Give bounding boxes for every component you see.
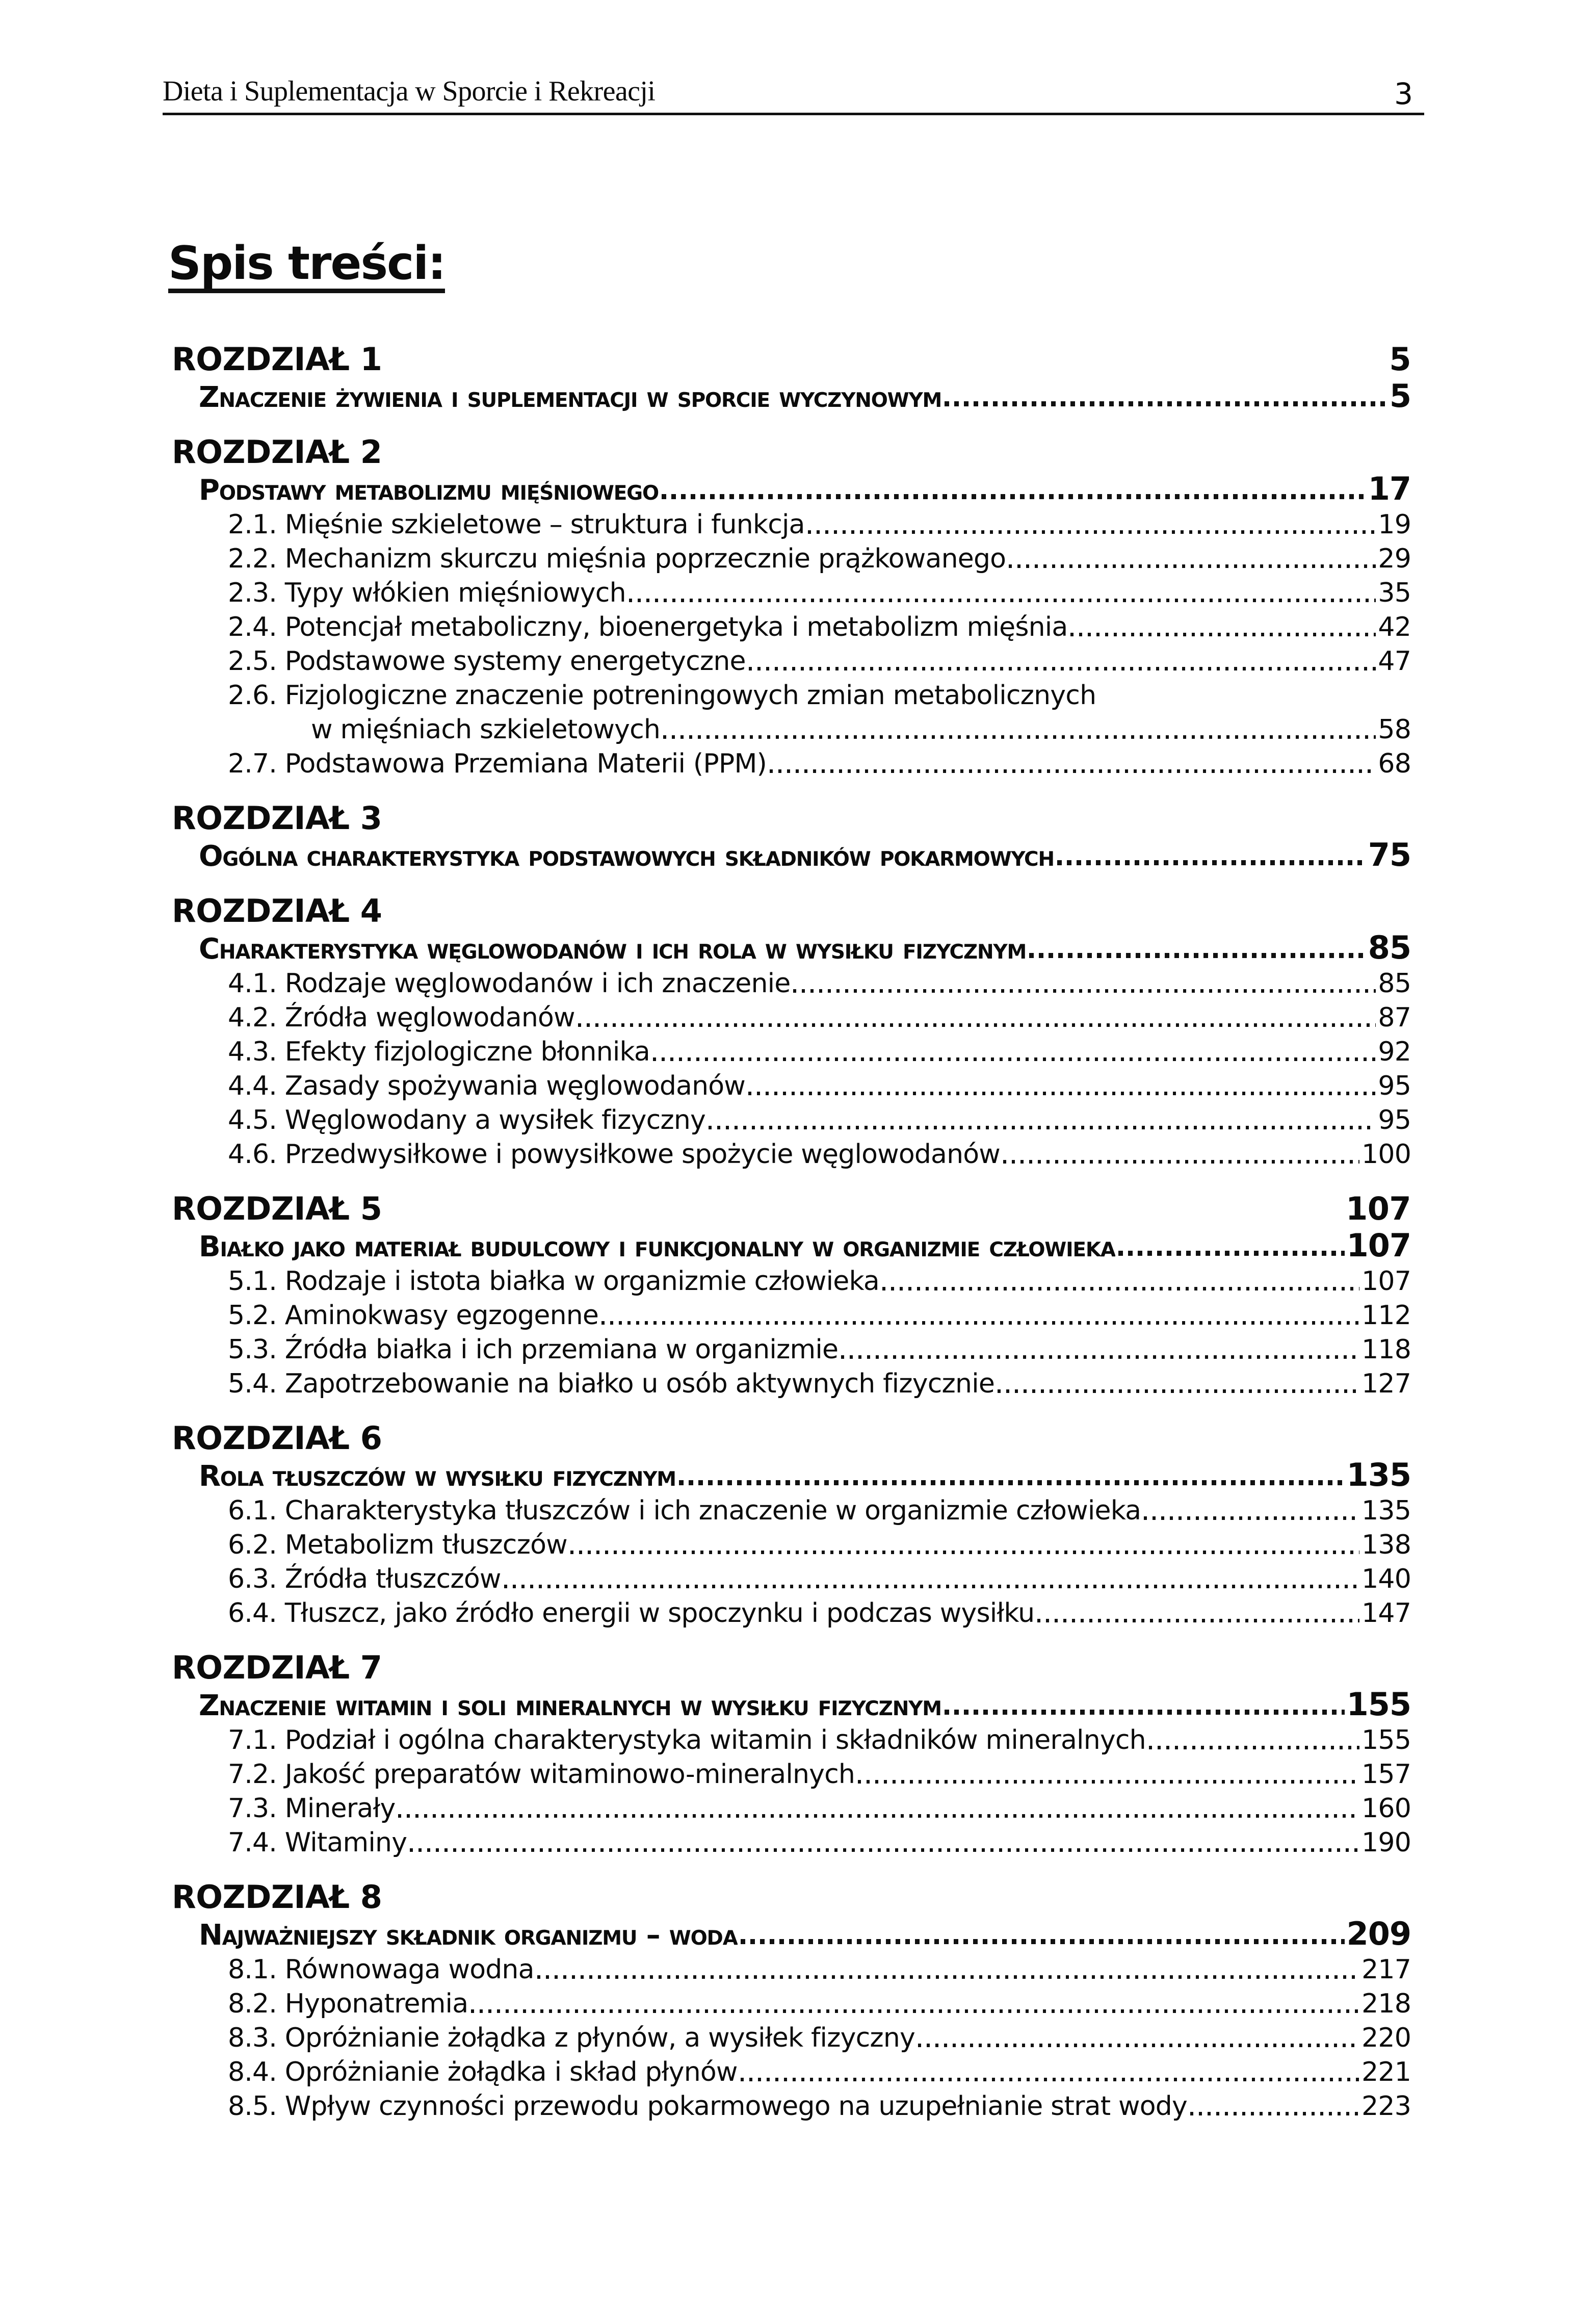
section-title: Rodzaje i istota białka w organizmie człowieka (284, 1266, 879, 1297)
section-number: 4.5. (228, 1105, 277, 1135)
dot-leader (1149, 1746, 1359, 1749)
dot-leader (749, 667, 1376, 670)
section-text (228, 1035, 650, 1069)
chapter-label-page: 107 (1346, 1190, 1411, 1227)
section-number: 2.5. (228, 646, 277, 677)
section-page: 100 (1361, 1139, 1411, 1170)
dot-leader (662, 494, 1366, 499)
section-title: Efekty fizjologiczne błonnika (284, 1037, 650, 1067)
section-page: 135 (1361, 1495, 1411, 1526)
section-page: 147 (1361, 1598, 1411, 1629)
dot-leader (1144, 1516, 1359, 1520)
section-entry[interactable] (172, 1001, 1411, 1035)
section-text (228, 1528, 567, 1562)
section-number: 7.2. (228, 1759, 277, 1790)
chapter-label-row[interactable] (172, 801, 1411, 836)
dot-leader (1190, 2112, 1359, 2115)
chapter-title: Charakterystyka węglowodanów i ich rola w wysiłku fizycznym (199, 933, 1027, 966)
section-text (228, 2089, 1187, 2124)
section-title: Równowaga wodna (284, 1954, 534, 1985)
chapter-title-page: 155 (1346, 1686, 1411, 1723)
chapter-title-page: 107 (1346, 1227, 1411, 1264)
toc-chapter (172, 1650, 1411, 1860)
section-number: 8.5. (228, 2091, 277, 2122)
section-entry[interactable] (172, 644, 1411, 679)
section-entry[interactable] (172, 1138, 1411, 1172)
dot-leader (1118, 1251, 1345, 1256)
section-number: 2.1. (228, 509, 277, 540)
section-text (228, 644, 746, 679)
toc-chapter (172, 1191, 1411, 1401)
section-number: 7.3. (228, 1793, 277, 1824)
section-entry[interactable] (172, 1562, 1411, 1596)
section-title: Tłuszcz, jako źródło energii w spoczynku i podczas wysiłku (284, 1598, 1035, 1629)
section-page: 127 (1361, 1368, 1411, 1399)
chapter-label: ROZDZIAŁ 2 (172, 433, 382, 471)
chapter-title-page: 135 (1346, 1456, 1411, 1493)
section-title: Witaminy (284, 1827, 407, 1858)
section-title: Węglowodany a wysiłek fizyczny (284, 1105, 706, 1135)
section-text (228, 1367, 994, 1401)
section-page: 87 (1378, 1002, 1411, 1033)
chapter-label: ROZDZIAŁ 6 (172, 1419, 382, 1457)
section-entry[interactable] (172, 508, 1411, 542)
section-text (228, 1138, 1000, 1172)
section-page: 29 (1378, 544, 1411, 574)
section-entry[interactable] (172, 1494, 1411, 1528)
dot-leader (471, 2009, 1359, 2013)
chapter-title: Rola tłuszczów w wysiłku fizycznym (199, 1460, 676, 1493)
section-page: 138 (1361, 1530, 1411, 1560)
chapter-label-row[interactable] (172, 342, 1411, 377)
section-number: 5.4. (228, 1368, 277, 1399)
section-entry[interactable] (172, 747, 1411, 781)
dot-leader (741, 2078, 1360, 2081)
chapter-label-row[interactable] (172, 1421, 1411, 1456)
section-text (228, 610, 1067, 644)
section-text (228, 508, 805, 542)
dot-leader (398, 1814, 1359, 1818)
section-page: 95 (1378, 1105, 1411, 1135)
chapter-title-page: 17 (1368, 470, 1411, 507)
section-entry[interactable] (172, 1333, 1411, 1367)
section-page: 190 (1361, 1827, 1411, 1858)
dot-leader (709, 1126, 1376, 1129)
chapter-label: ROZDZIAŁ 4 (172, 892, 382, 929)
dot-leader (858, 1780, 1359, 1784)
section-title: Rodzaje węglowodanów i ich znaczenie (284, 968, 791, 999)
section-title: Mięśnie szkieletowe – struktura i funkcja (284, 509, 805, 540)
section-page: 223 (1361, 2091, 1411, 2122)
section-text (228, 542, 1006, 576)
section-page: 160 (1361, 1793, 1411, 1824)
chapter-title-entry[interactable] (172, 1456, 1411, 1494)
section-title: Podział i ogólna charakterystyka witamin i składników mineralnych (284, 1725, 1146, 1755)
dot-leader (1009, 564, 1376, 568)
section-number: 5.1. (228, 1266, 277, 1297)
section-number: 2.6. (228, 680, 277, 711)
section-number: 6.3. (228, 1564, 277, 1594)
section-title: Charakterystyka tłuszczów i ich znaczenie w organizmie człowieka (284, 1495, 1141, 1526)
section-title: Metabolizm tłuszczów (284, 1530, 567, 1560)
section-number: 4.3. (228, 1037, 277, 1067)
dot-leader (808, 530, 1376, 534)
chapter-label: ROZDZIAŁ 1 (172, 341, 382, 378)
chapter-title-page: 75 (1368, 836, 1411, 873)
section-page: 157 (1361, 1759, 1411, 1790)
dot-leader (770, 769, 1376, 773)
section-text (228, 1069, 745, 1103)
section-number: 6.4. (228, 1598, 277, 1629)
section-page: 118 (1361, 1334, 1411, 1365)
section-number: 4.4. (228, 1071, 277, 1101)
section-title: Podstawowa Przemiana Materii (PPM) (284, 748, 767, 779)
chapter-title: Ogólna charakterystyka podstawowych składników pokarmowych (199, 840, 1054, 873)
section-text (228, 1103, 705, 1138)
section-text (228, 1987, 468, 2021)
section-text (228, 1792, 395, 1826)
chapter-title-page: 5 (1389, 377, 1411, 415)
section-entry[interactable] (172, 1528, 1411, 1562)
section-text (228, 1264, 879, 1299)
section-page: 42 (1378, 612, 1411, 642)
chapter-label-row[interactable] (172, 1879, 1411, 1915)
section-title: Wpływ czynności przewodu pokarmowego na uzupełnianie strat wody (284, 2091, 1187, 2122)
section-number: 2.3. (228, 578, 277, 608)
section-title: Mechanizm skurczu mięśnia poprzecznie prążkowanego (284, 544, 1006, 574)
dot-leader (570, 1551, 1359, 1554)
section-text (228, 967, 790, 1001)
section-title: Potencjał metaboliczny, bioenergetyka i metabolizm mięśnia (284, 612, 1068, 642)
dot-leader (537, 1975, 1359, 1979)
section-number: 6.1. (228, 1495, 277, 1526)
section-text (228, 2021, 915, 2055)
section-text (228, 1562, 501, 1596)
section-entry[interactable] (172, 2021, 1411, 2055)
section-title-continuation: w mięśniach szkieletowych (311, 714, 661, 745)
section-text (228, 1596, 1034, 1631)
section-entry[interactable] (172, 1264, 1411, 1299)
toc-chapter (172, 1421, 1411, 1631)
section-title: Przedwysiłkowe i powysiłkowe spożycie węglowodanów (284, 1139, 1001, 1170)
table-of-contents (172, 342, 1411, 2124)
dot-leader (1037, 1619, 1359, 1622)
section-page: 155 (1361, 1725, 1411, 1755)
chapter-title-entry[interactable] (172, 1686, 1411, 1723)
chapter-label-row[interactable] (172, 1650, 1411, 1686)
dot-leader (663, 735, 1376, 739)
section-number: 6.2. (228, 1530, 277, 1560)
chapter-title-entry[interactable] (172, 836, 1411, 874)
section-entry[interactable] (172, 1069, 1411, 1103)
section-entry[interactable] (172, 1299, 1411, 1333)
section-text (228, 1953, 534, 1987)
section-entry[interactable] (172, 1103, 1411, 1138)
chapter-title-entry[interactable] (172, 377, 1411, 415)
dot-leader (1003, 1160, 1359, 1164)
dot-leader (653, 1057, 1376, 1061)
toc-chapter (172, 893, 1411, 1172)
chapter-title-entry[interactable] (172, 929, 1411, 967)
section-number: 7.4. (228, 1827, 277, 1858)
dot-leader (945, 401, 1387, 406)
section-number: 2.7. (228, 748, 277, 779)
running-title: Dieta i Suplementacja w Sporcie i Rekreacji (163, 75, 656, 107)
section-entry[interactable] (172, 1596, 1411, 1631)
section-text (228, 1758, 855, 1792)
chapter-label-row[interactable] (172, 1191, 1411, 1227)
section-title: Zapotrzebowanie na białko u osób aktywnych fizycznie (284, 1368, 995, 1399)
section-entry[interactable] (172, 1987, 1411, 2021)
section-number: 4.6. (228, 1139, 277, 1170)
toc-chapter (172, 801, 1411, 874)
section-number: 8.3. (228, 2023, 277, 2053)
chapter-label: ROZDZIAŁ 5 (172, 1190, 382, 1227)
chapter-title-entry[interactable] (172, 470, 1411, 508)
section-entry[interactable] (172, 1792, 1411, 1826)
section-entry[interactable] (172, 967, 1411, 1001)
section-entry[interactable] (172, 610, 1411, 644)
section-entry[interactable] (172, 576, 1411, 610)
section-text (228, 747, 767, 781)
chapter-label-page: 5 (1389, 341, 1411, 378)
chapter-title-page: 85 (1368, 929, 1411, 966)
section-title: Opróżnianie żołądka z płynów, a wysiłek fizyczny (284, 2023, 915, 2053)
section-entry[interactable] (172, 1723, 1411, 1758)
section-entry[interactable] (172, 2055, 1411, 2089)
section-page: 19 (1378, 509, 1411, 540)
section-title: Hyponatremia (284, 1989, 468, 2019)
section-number: 4.1. (228, 968, 277, 999)
section-title: Minerały (284, 1793, 396, 1824)
section-entry[interactable] (172, 679, 1411, 713)
section-page: 35 (1378, 578, 1411, 608)
toc-chapter (172, 342, 1411, 415)
section-page: 112 (1361, 1300, 1411, 1331)
section-title: Opróżnianie żołądka i skład płynów (284, 2057, 738, 2087)
section-page: 218 (1361, 1989, 1411, 2019)
section-title: Aminokwasy egzogenne (284, 1300, 599, 1331)
section-text (228, 1723, 1146, 1758)
section-entry-continuation[interactable] (172, 713, 1411, 747)
section-title: Zasady spożywania węglowodanów (284, 1071, 746, 1101)
chapter-title: Znaczenie witamin i soli mineralnych w wysiłku fizycznym (199, 1689, 941, 1722)
section-title: Podstawowe systemy energetyczne (284, 646, 746, 677)
toc-heading: Spis treści: (168, 241, 445, 293)
section-number: 5.3. (228, 1334, 277, 1365)
section-title: Źródła białka i ich przemiana w organizmie (284, 1334, 839, 1365)
dot-leader (679, 1480, 1345, 1485)
section-page: 217 (1361, 1954, 1411, 1985)
section-text (228, 679, 1096, 713)
section-page: 95 (1378, 1071, 1411, 1101)
section-page: 140 (1361, 1564, 1411, 1594)
section-number: 2.4. (228, 612, 277, 642)
page-number: 3 (1394, 76, 1413, 111)
section-title: Typy włókien mięśniowych (284, 578, 626, 608)
section-page: 85 (1378, 968, 1411, 999)
section-number: 8.4. (228, 2057, 277, 2087)
chapter-label: ROZDZIAŁ 8 (172, 1878, 382, 1916)
section-page: 92 (1378, 1037, 1411, 1067)
section-title: Jakość preparatów witaminowo-mineralnych (284, 1759, 855, 1790)
section-page: 221 (1361, 2057, 1411, 2087)
section-text (228, 1001, 575, 1035)
dot-leader (629, 599, 1376, 602)
section-page: 47 (1378, 646, 1411, 677)
dot-leader (1070, 633, 1376, 636)
dot-leader (882, 1287, 1359, 1290)
section-page: 58 (1378, 714, 1411, 745)
chapter-label-row[interactable] (172, 434, 1411, 470)
dot-leader (410, 1848, 1359, 1852)
dot-leader (578, 1023, 1376, 1027)
section-entry[interactable] (172, 2089, 1411, 2124)
section-page: 220 (1361, 2023, 1411, 2053)
chapter-label-row[interactable] (172, 893, 1411, 929)
section-text (228, 1333, 838, 1367)
chapter-title-entry[interactable] (172, 1227, 1411, 1264)
dot-leader (748, 1092, 1376, 1095)
dot-leader (1029, 953, 1366, 958)
section-text (228, 576, 626, 610)
section-number: 4.2. (228, 1002, 277, 1033)
chapter-title: Białko jako materiał budulcowy i funkcjonalny w organizmie człowieka (199, 1230, 1115, 1263)
dot-leader (918, 2044, 1359, 2047)
chapter-title: Najważniejszy składnik organizmu – woda (199, 1919, 738, 1952)
chapter-title-entry[interactable] (172, 1915, 1411, 1953)
section-entry[interactable] (172, 1826, 1411, 1860)
section-entry[interactable] (172, 1367, 1411, 1401)
chapter-title: Znaczenie żywienia i suplementacji w sporcie wyczynowym (199, 381, 942, 414)
section-number: 8.2. (228, 1989, 277, 2019)
section-number: 8.1. (228, 1954, 277, 1985)
toc-chapter (172, 434, 1411, 781)
section-number: 7.1. (228, 1725, 277, 1755)
section-entry[interactable] (172, 1953, 1411, 1987)
section-text (228, 1826, 407, 1860)
section-title: Źródła węglowodanów (284, 1002, 575, 1033)
section-entry[interactable] (172, 1035, 1411, 1069)
section-title: Źródła tłuszczów (284, 1564, 501, 1594)
section-number: 2.2. (228, 544, 277, 574)
chapter-title-page: 209 (1346, 1915, 1411, 1952)
section-text (228, 2055, 738, 2089)
dot-leader (601, 1321, 1359, 1325)
chapter-label: ROZDZIAŁ 7 (172, 1649, 382, 1686)
section-entry[interactable] (172, 1758, 1411, 1792)
dot-leader (998, 1389, 1359, 1393)
dot-leader (793, 989, 1376, 993)
section-page: 68 (1378, 748, 1411, 779)
dot-leader (504, 1585, 1360, 1588)
section-entry[interactable] (172, 542, 1411, 576)
running-header (163, 74, 1424, 115)
dot-leader (1057, 860, 1366, 865)
section-number: 5.2. (228, 1300, 277, 1331)
section-text (228, 1299, 598, 1333)
section-page: 107 (1361, 1266, 1411, 1297)
section-text (228, 1494, 1141, 1528)
dot-leader (741, 1939, 1345, 1944)
chapter-title: Podstawy metabolizmu mięśniowego (199, 474, 659, 507)
toc-chapter (172, 1879, 1411, 2124)
chapter-label: ROZDZIAŁ 3 (172, 799, 382, 837)
dot-leader (841, 1355, 1359, 1359)
section-title: Fizjologiczne znaczenie potreningowych zmian metabolicznych (284, 680, 1096, 711)
dot-leader (945, 1710, 1345, 1715)
